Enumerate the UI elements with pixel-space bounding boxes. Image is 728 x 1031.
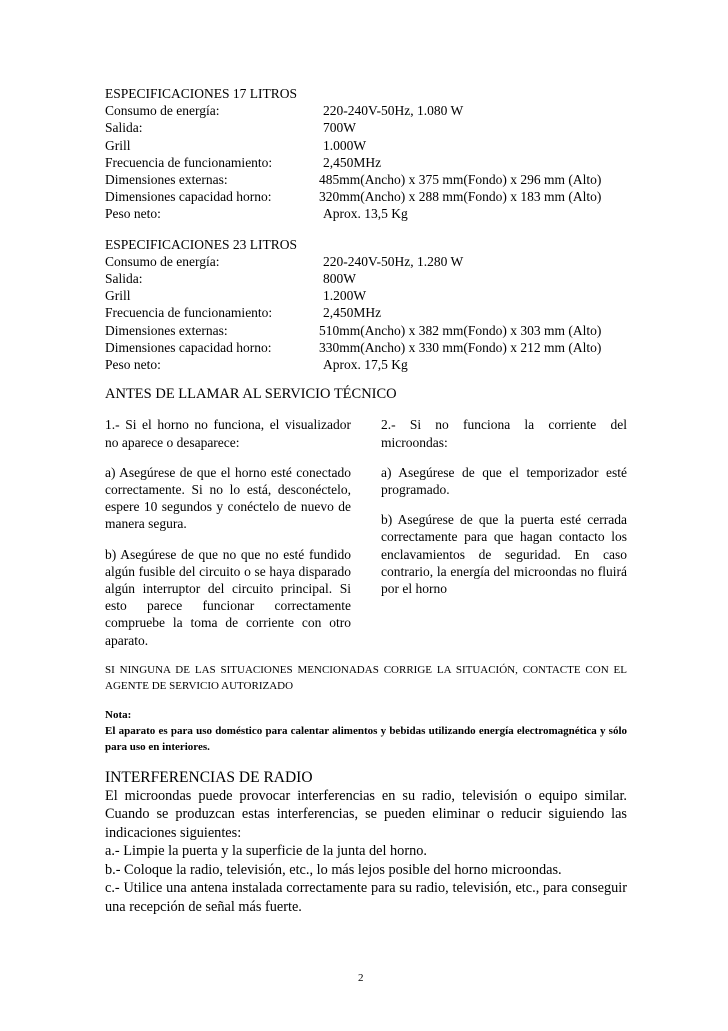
- spec-row: [105, 154, 627, 171]
- service-right-column: [381, 416, 627, 648]
- spec-value: 800W: [323, 271, 356, 287]
- radio-item: a.- Limpie la puerta y la superficie de la junta del horno.: [105, 843, 427, 860]
- note-text: El aparato es para uso doméstico para calentar alimentos y bebidas utilizando energía electromagnética y sólo para uso en interiores.: [105, 724, 627, 753]
- radio-title: INTERFERENCIAS DE RADIO: [105, 768, 313, 786]
- service-columns: [105, 416, 627, 648]
- spec-17-title: ESPECIFICACIONES 17 LITROS: [105, 86, 298, 101]
- spec-label: Consumo de energía:: [105, 253, 220, 269]
- spec-row: [105, 339, 627, 356]
- spec-value: 220-240V-50Hz, 1.080 W: [323, 103, 464, 119]
- spec-row: [105, 137, 627, 154]
- service-left-paragraph: a) Asegúrese de que el horno esté conectado correctamente. Si no lo está, desconéctelo, espere 10 segundos y conéctelo de nuevo de manera segura.: [105, 464, 351, 532]
- spec-23-section: [105, 236, 627, 374]
- spec-label: Frecuencia de funcionamiento:: [105, 154, 273, 170]
- page-number: 2: [358, 972, 364, 984]
- spec-row: [105, 171, 627, 188]
- radio-intro: El microondas puede provocar interferencias en su radio, televisión o equipo similar. Cuando se produzcan estas interferencias, se pueden eliminar o reducir siguiendo las indicaciones siguientes:: [105, 787, 627, 841]
- spec-label: Dimensiones externas:: [105, 172, 228, 188]
- spec-23-title: ESPECIFICACIONES 23 LITROS: [105, 236, 298, 252]
- spec-value: 2,450MHz: [323, 305, 382, 321]
- service-left-paragraph: b) Asegúrese de que no que no esté fundido algún fusible del circuito o se haya disparado algún interruptor del circuito principal. Si esto parece funcionar correctamente compruebe la toma de corriente con otro aparato.: [105, 546, 351, 648]
- spec-row: [105, 119, 627, 136]
- service-right-paragraph: 2.- Si no funciona la corriente del microondas:: [381, 417, 627, 450]
- radio-item: c.- Utilice una antena instalada correctamente para su radio, televisión, etc., para conseguir una recepción de señal más fuerte.: [105, 880, 627, 915]
- spec-label: Peso neto:: [105, 357, 161, 373]
- service-left-column: [105, 416, 351, 648]
- spec-label: Salida:: [105, 271, 143, 287]
- service-footer: SI NINGUNA DE LAS SITUACIONES MENCIONADAS CORRIGE LA SITUACIÓN, CONTACTE CON EL AGENTE DE SERVICIO AUTORIZADO: [105, 663, 627, 693]
- spec-row: [105, 205, 627, 222]
- spec-label: Grill: [105, 137, 131, 153]
- spec-value: 485mm(Ancho) x 375 mm(Fondo) x 296 mm (Alto): [319, 172, 602, 188]
- spec-value: Aprox. 17,5 Kg: [323, 357, 408, 373]
- spec-row: [105, 287, 627, 304]
- spec-row: [105, 270, 627, 287]
- spec-label: Consumo de energía:: [105, 103, 220, 119]
- spec-label: Dimensiones capacidad horno:: [105, 339, 272, 355]
- spec-value: 220-240V-50Hz, 1.280 W: [323, 253, 464, 269]
- spec-value: 1.200W: [323, 288, 367, 304]
- spec-row: [105, 356, 627, 373]
- service-right-paragraph: a) Asegúrese de que el temporizador esté programado.: [381, 464, 627, 498]
- service-heading: ANTES DE LLAMAR AL SERVICIO TÉCNICO: [105, 386, 397, 403]
- spec-row: [105, 188, 627, 205]
- spec-label: Dimensiones externas:: [105, 322, 228, 338]
- radio-item: b.- Coloque la radio, televisión, etc., lo más lejos posible del horno microondas.: [105, 861, 562, 878]
- spec-row: [105, 322, 627, 339]
- spec-23-table: [105, 253, 627, 373]
- spec-value: 700W: [323, 120, 356, 136]
- spec-label: Grill: [105, 288, 131, 304]
- radio-body: [105, 787, 627, 917]
- service-right-paragraph: b) Asegúrese de que la puerta esté cerrada correctamente para que hagan contacto los enclavamientos de seguridad. En caso contrario, la energía del microondas no fluirá por el horno: [381, 512, 627, 597]
- spec-17-table: [105, 102, 627, 222]
- spec-value: 1.000W: [323, 137, 367, 153]
- spec-label: Dimensiones capacidad horno:: [105, 189, 272, 205]
- service-left-paragraph: 1.- Si el horno no funciona, el visualizador no aparece o desaparece:: [105, 417, 351, 450]
- spec-value: 320mm(Ancho) x 288 mm(Fondo) x 183 mm (Alto): [319, 189, 602, 205]
- spec-value: 510mm(Ancho) x 382 mm(Fondo) x 303 mm (Alto): [319, 322, 602, 338]
- spec-17-section: [105, 85, 627, 223]
- page-content: [105, 85, 627, 916]
- spec-value: 2,450MHz: [323, 154, 382, 170]
- spec-label: Salida:: [105, 120, 143, 136]
- spec-row: [105, 253, 627, 270]
- spec-value: Aprox. 13,5 Kg: [323, 206, 408, 222]
- note-block: [105, 707, 627, 755]
- spec-row: [105, 304, 627, 321]
- spec-value: 330mm(Ancho) x 330 mm(Fondo) x 212 mm (Alto): [319, 339, 602, 355]
- spec-row: [105, 102, 627, 119]
- note-label: Nota:: [105, 708, 132, 721]
- spec-label: Peso neto:: [105, 206, 161, 222]
- spec-label: Frecuencia de funcionamiento:: [105, 305, 273, 321]
